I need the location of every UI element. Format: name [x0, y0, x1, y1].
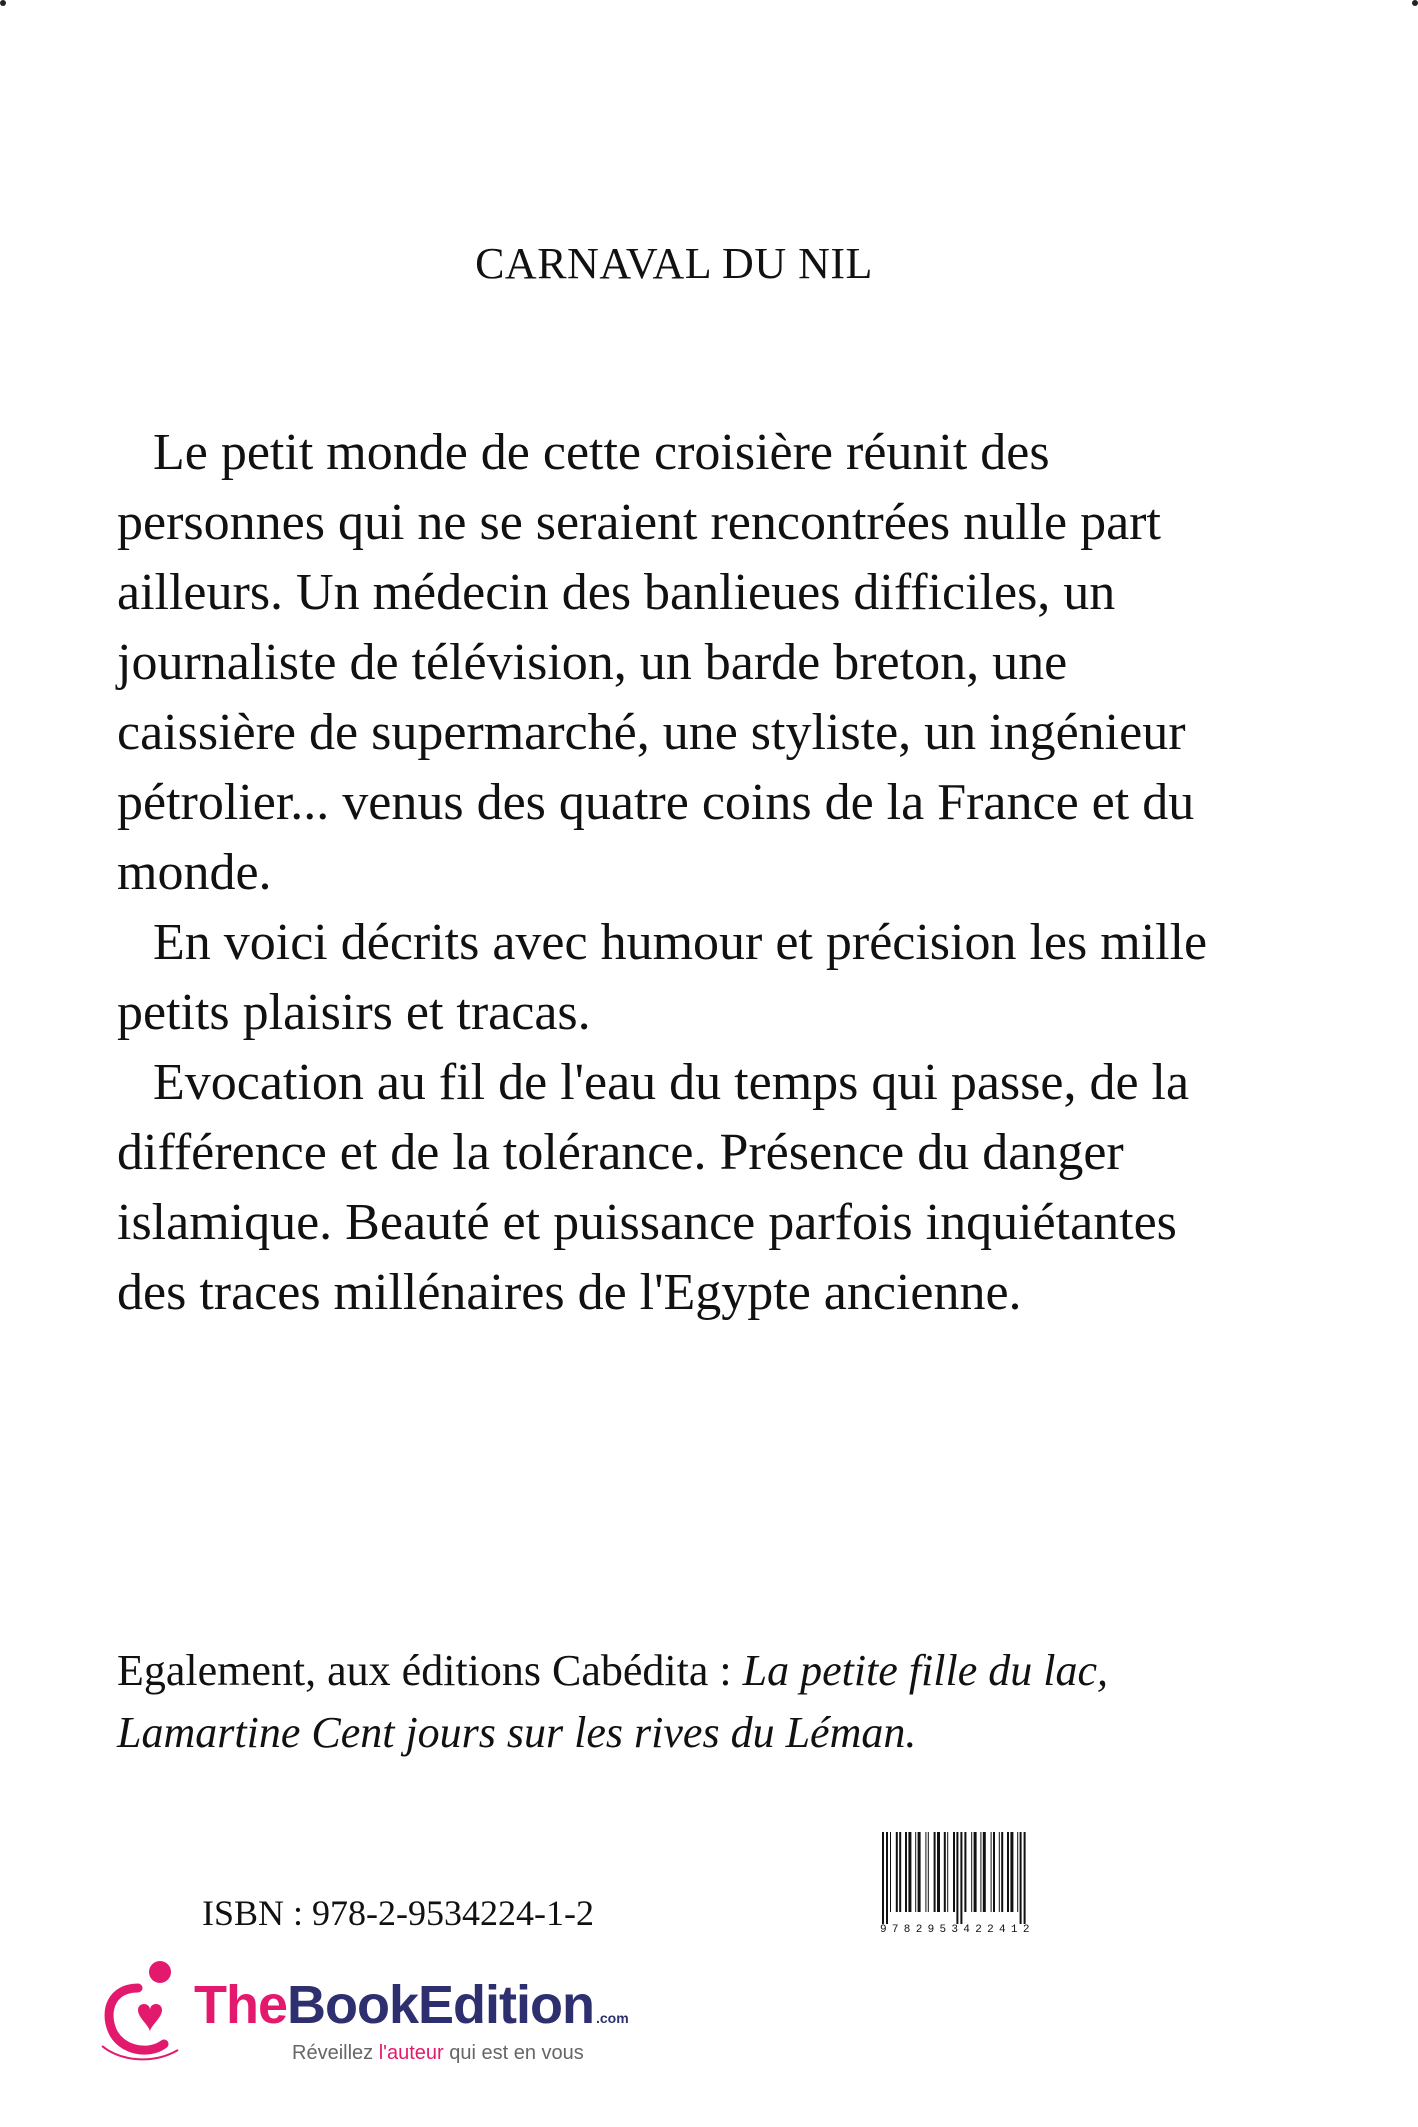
barcode-bar — [956, 1832, 958, 1924]
barcode-bar — [918, 1832, 921, 1912]
barcode-bar — [974, 1832, 977, 1912]
barcode-bars — [880, 1832, 1098, 1924]
corner-mark-left — [0, 0, 6, 6]
barcode-bar — [937, 1832, 940, 1912]
corner-mark-right — [1412, 0, 1418, 6]
back-cover-blurb — [117, 418, 1247, 1328]
barcode-bar — [925, 1832, 926, 1912]
blurb-paragraph-1: Le petit monde de cette croisière réunit des personnes qui ne se seraient rencontrées nulle part ailleurs. Un médecin des banlieues difficiles, un journaliste de télévision, un barde breton, une caissière de supermarché, une styliste, un ingénieur pétrolier... venus des quatre coins de la France et du monde. — [117, 424, 1195, 901]
barcode-bar — [899, 1832, 901, 1912]
also-by-author — [117, 1640, 1247, 1764]
barcode-bar — [993, 1832, 995, 1912]
publisher-domain-suffix: .com — [595, 2010, 629, 2026]
barcode-bar — [1020, 1832, 1022, 1924]
barcode-bar — [1007, 1832, 1009, 1912]
barcode-bar — [980, 1832, 981, 1912]
also-by-prefix: Egalement, aux éditions Cabédita : — [117, 1646, 743, 1695]
barcode-bar — [905, 1832, 907, 1912]
isbn-barcode — [880, 1832, 1098, 1936]
blurb-paragraph-2: En voici décrits avec humour et précision les mille petits plaisirs et tracas. — [117, 914, 1208, 1041]
tagline-accent: l'auteur — [378, 2042, 444, 2064]
barcode-bar — [1001, 1832, 1003, 1912]
barcode-bar — [960, 1832, 962, 1924]
barcode-bar — [947, 1832, 948, 1912]
barcode-bar — [915, 1832, 916, 1912]
blurb-paragraph-3: Evocation au fil de l'eau du temps qui passe, de la différence et de la tolérance. Présence du danger islamique. Beauté et puissance parfois inquiétantes des traces millénaires de l'Egypte ancienne. — [117, 1054, 1190, 1321]
barcode-bar — [1017, 1832, 1018, 1912]
barcode-bar — [944, 1832, 946, 1912]
publisher-name-bookedition: BookEdition — [287, 1975, 594, 2035]
barcode-bar — [999, 1832, 1000, 1912]
tagline-before: Réveillez — [292, 2042, 379, 2064]
tagline-after: qui est en vous — [443, 2042, 584, 2064]
barcode-bar — [934, 1832, 936, 1912]
barcode-bar — [971, 1832, 972, 1912]
barcode-bar — [890, 1832, 891, 1912]
barcode-bar — [983, 1832, 986, 1912]
also-by-titles: La petite fille du lac, Lamartine Cent jours sur les rives du Léman. — [117, 1646, 1108, 1757]
book-title: CARNAVAL DU NIL — [475, 239, 873, 288]
barcode-bar — [953, 1832, 955, 1912]
barcode-bar — [928, 1832, 929, 1912]
publisher-name — [194, 1974, 629, 2036]
barcode-bar — [964, 1832, 966, 1912]
barcode-bar — [886, 1832, 888, 1924]
barcode-digits: 9782953422412 — [880, 1924, 1098, 1936]
isbn-label: ISBN : 978-2-9534224-1-2 — [202, 1893, 594, 1933]
publisher-name-the: The — [194, 1975, 288, 2035]
barcode-bar — [908, 1832, 911, 1912]
barcode-bar — [882, 1832, 884, 1924]
publisher-logo — [98, 1958, 698, 2078]
barcode-bar — [1010, 1832, 1013, 1912]
publisher-tagline — [292, 2042, 584, 2065]
person-heart-icon — [98, 1958, 188, 2068]
barcode-bar — [896, 1832, 898, 1912]
barcode-bar — [1024, 1832, 1026, 1924]
barcode-bar — [991, 1832, 992, 1912]
